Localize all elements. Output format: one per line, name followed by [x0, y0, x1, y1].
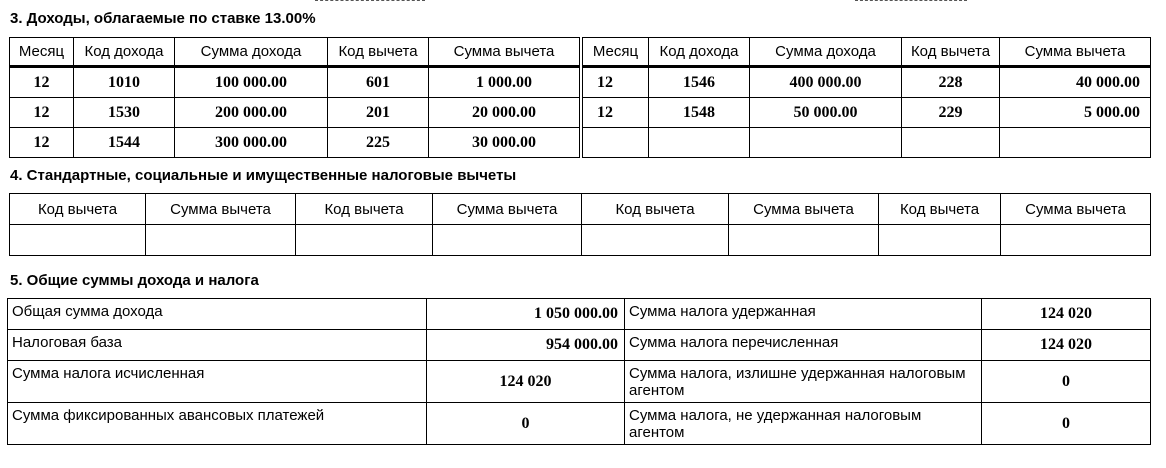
table-row [10, 67, 580, 98]
cell-deduction-amount: 20 000.00 [429, 98, 580, 128]
cell-deduction-amount [1000, 128, 1151, 158]
deductions-table [9, 193, 1151, 256]
table-row [583, 128, 1151, 158]
header-income-code: Код дохода [74, 38, 175, 67]
header-deduction-code: Код вычета [296, 194, 433, 225]
tax-not-withheld-value: 0 [982, 403, 1151, 445]
cell-deduction-amount: 5 000.00 [1000, 98, 1151, 128]
header-deduction-code: Код вычета [879, 194, 1001, 225]
income-table-right-header [583, 38, 1151, 67]
tax-transferred-label: Сумма налога перечисленная [625, 330, 982, 361]
tax-transferred-value: 124 020 [982, 330, 1151, 361]
cell-month: 12 [583, 67, 649, 98]
tax-calculated-label: Сумма налога исчисленная [8, 361, 427, 403]
cell-income-code: 1548 [649, 98, 750, 128]
tax-withheld-value: 124 020 [982, 299, 1151, 330]
empty-cell [1001, 225, 1151, 256]
table-row [8, 403, 1151, 445]
cell-income-amount: 300 000.00 [175, 128, 328, 158]
cell-income-code: 1010 [74, 67, 175, 98]
table-row [583, 98, 1151, 128]
cell-income-amount [750, 128, 902, 158]
header-deduction-code: Код вычета [582, 194, 729, 225]
table-row [10, 128, 580, 158]
empty-cell [582, 225, 729, 256]
table-row [8, 330, 1151, 361]
cell-deduction-amount: 1 000.00 [429, 67, 580, 98]
cell-income-amount: 50 000.00 [750, 98, 902, 128]
table-row [8, 299, 1151, 330]
cell-income-code: 1544 [74, 128, 175, 158]
empty-cell [296, 225, 433, 256]
header-deduction-amount: Сумма вычета [146, 194, 296, 225]
tax-overwithheld-value: 0 [982, 361, 1151, 403]
header-deduction-amount: Сумма вычета [433, 194, 582, 225]
cell-income-amount: 200 000.00 [175, 98, 328, 128]
tax-base-label: Налоговая база [8, 330, 427, 361]
header-deduction-code: Код вычета [10, 194, 146, 225]
tax-not-withheld-label: Сумма налога, не удержанная налоговым агентом [625, 403, 982, 445]
section4-title: 4. Стандартные, социальные и имущественные налоговые вычеты [10, 167, 517, 184]
dashed-separator-right [855, 0, 967, 1]
cell-month: 12 [10, 67, 74, 98]
fixed-advance-payments-label: Сумма фиксированных авансовых платежей [8, 403, 427, 445]
cell-deduction-code: 228 [902, 67, 1000, 98]
cell-deduction-amount: 30 000.00 [429, 128, 580, 158]
deductions-table-header [10, 194, 1151, 225]
empty-cell [10, 225, 146, 256]
total-income-value: 1 050 000.00 [427, 299, 625, 330]
tax-base-value: 954 000.00 [427, 330, 625, 361]
table-row [8, 361, 1151, 403]
empty-cell [879, 225, 1001, 256]
cell-deduction-amount: 40 000.00 [1000, 67, 1151, 98]
header-income-amount: Сумма дохода [175, 38, 328, 67]
cell-deduction-code: 601 [328, 67, 429, 98]
section5-title: 5. Общие суммы дохода и налога [10, 272, 259, 289]
cell-income-code: 1546 [649, 67, 750, 98]
cell-deduction-code: 225 [328, 128, 429, 158]
header-deduction-amount: Сумма вычета [729, 194, 879, 225]
header-deduction-amount: Сумма вычета [1001, 194, 1151, 225]
cell-deduction-code [902, 128, 1000, 158]
fixed-advance-payments-value: 0 [427, 403, 625, 445]
total-income-label: Общая сумма дохода [8, 299, 427, 330]
table-row [583, 67, 1151, 98]
cell-month [583, 128, 649, 158]
empty-cell [729, 225, 879, 256]
dashed-separator-left [315, 0, 425, 1]
cell-income-amount: 100 000.00 [175, 67, 328, 98]
totals-table [7, 298, 1151, 445]
cell-income-code [649, 128, 750, 158]
header-income-amount: Сумма дохода [750, 38, 902, 67]
empty-cell [146, 225, 296, 256]
cell-month: 12 [10, 128, 74, 158]
section3-title: 3. Доходы, облагаемые по ставке 13.00% [10, 10, 316, 27]
header-deduction-code: Код вычета [328, 38, 429, 67]
income-table-right [582, 37, 1151, 158]
cell-month: 12 [583, 98, 649, 128]
income-table-left-header [10, 38, 580, 67]
header-month: Месяц [10, 38, 74, 67]
cell-deduction-code: 201 [328, 98, 429, 128]
cell-income-amount: 400 000.00 [750, 67, 902, 98]
income-table-left [9, 37, 580, 158]
header-deduction-amount: Сумма вычета [1000, 38, 1151, 67]
table-row [10, 98, 580, 128]
tax-overwithheld-label: Сумма налога, излишне удержанная налоговым агентом [625, 361, 982, 403]
cell-deduction-code: 229 [902, 98, 1000, 128]
empty-cell [433, 225, 582, 256]
cell-income-code: 1530 [74, 98, 175, 128]
header-month: Месяц [583, 38, 649, 67]
tax-calculated-value: 124 020 [427, 361, 625, 403]
header-deduction-amount: Сумма вычета [429, 38, 580, 67]
header-deduction-code: Код вычета [902, 38, 1000, 67]
tax-withheld-label: Сумма налога удержанная [625, 299, 982, 330]
table-row [10, 225, 1151, 256]
header-income-code: Код дохода [649, 38, 750, 67]
cell-month: 12 [10, 98, 74, 128]
